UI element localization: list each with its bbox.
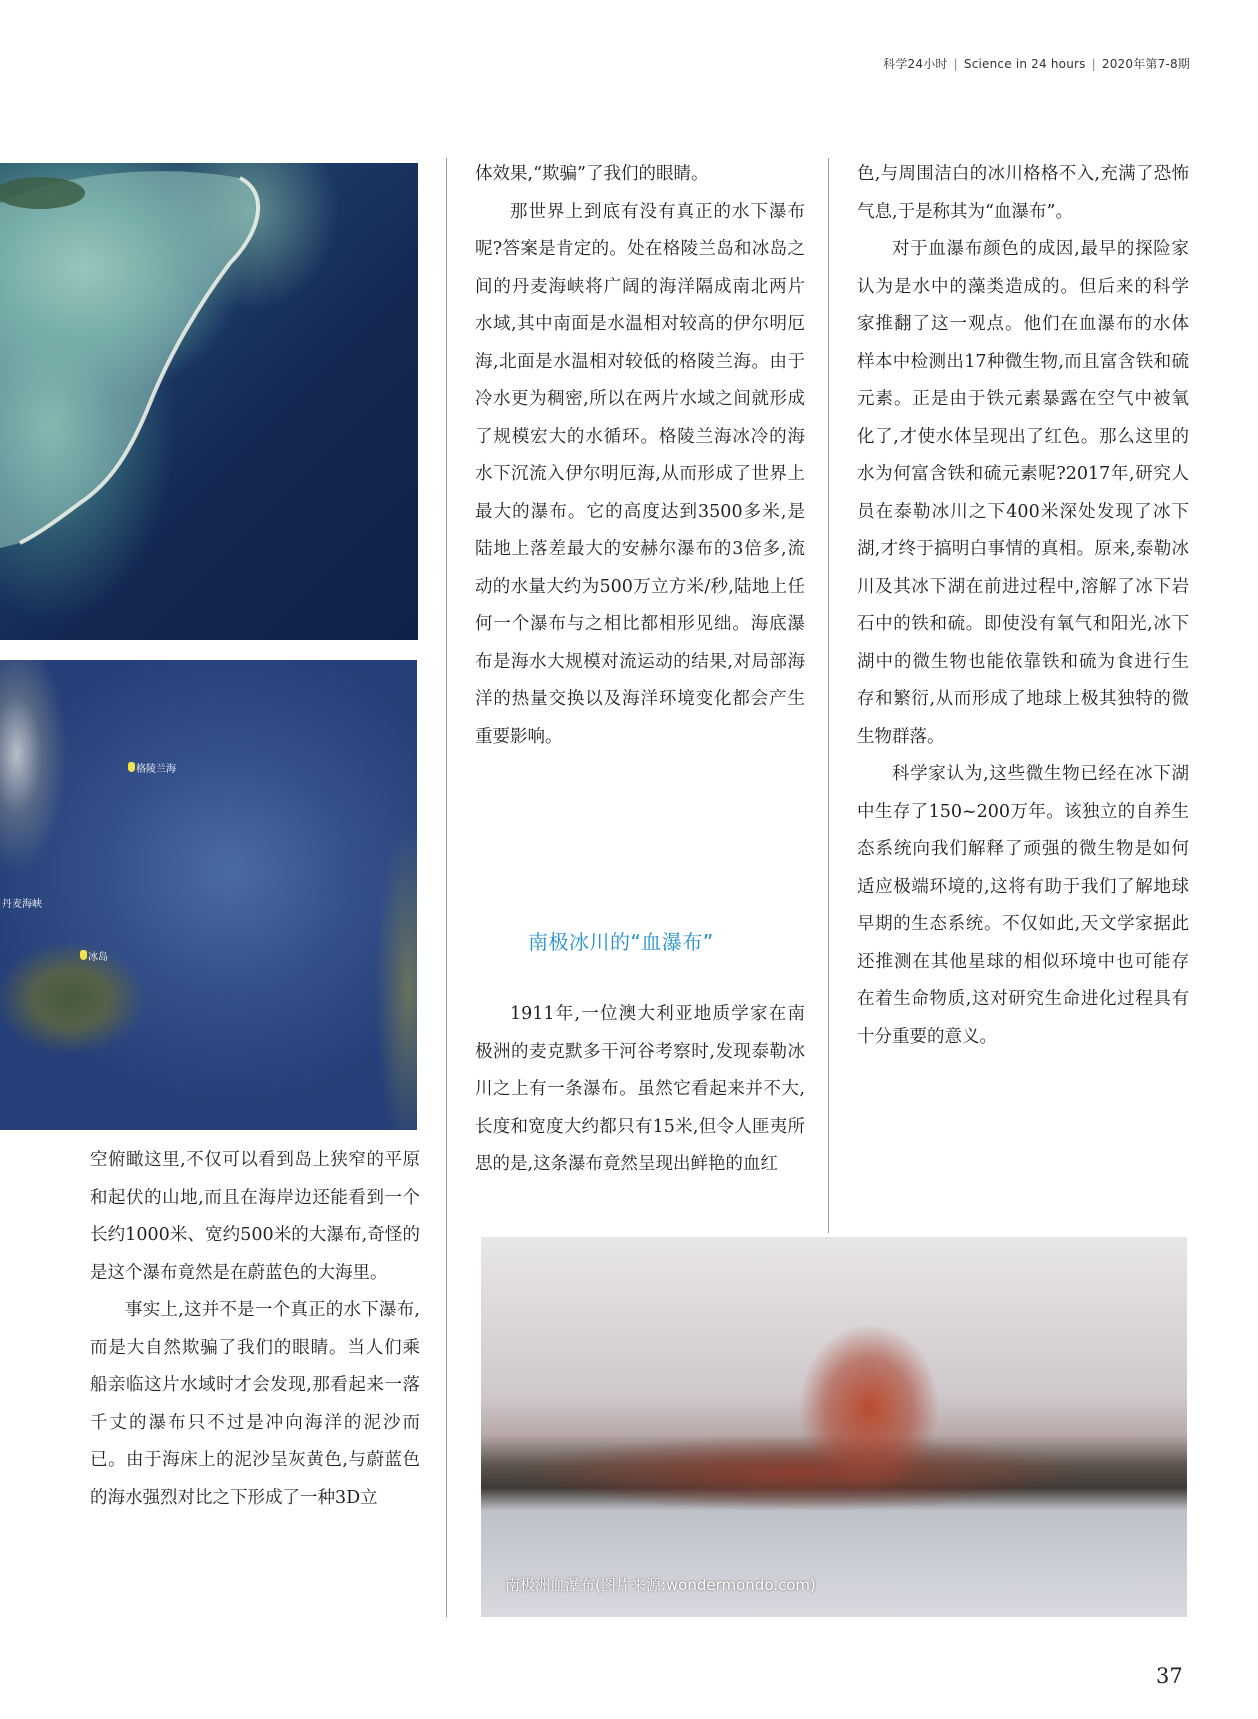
journal-name: 科学24小时	[883, 57, 948, 71]
text-column-middle-lower	[475, 996, 805, 1184]
text-column-left	[90, 1142, 420, 1517]
paragraph: 体效果,“欺骗”了我们的眼睛。	[475, 164, 709, 184]
blood-falls-photo	[481, 1237, 1187, 1617]
map-pin-icon	[128, 762, 135, 772]
atoll-reef-shape	[0, 163, 418, 640]
column-divider	[828, 158, 829, 1233]
map-pin-icon	[80, 950, 87, 960]
paragraph: 对于血瀑布颜色的成因,最早的探险家认为是水中的藻类造成的。但后来的科学家推翻了这一观点。他们在血瀑布的水体样本中检测出17种微生物,而且富含铁和硫元素。正是由于铁元素暴露在空气中被氧化了,才使水体呈现出了红色。那么这里的水为何富含铁和硫元素呢?2017年,研究人员在泰勒冰川之下400米深处发现了冰下湖,才终于搞明白事情的真相。原来,泰勒冰川及其冰下湖在前进过程中,溶解了冰下岩石中的铁和硫。即使没有氧气和阳光,冰下湖中的微生物也能依靠铁和硫为食进行生存和繁衍,从而形成了地球上极其独特的微生物群落。	[857, 239, 1189, 747]
text-column-right	[857, 156, 1189, 1056]
running-header	[883, 55, 1190, 72]
map-label-greenland-sea: 格陵兰海	[136, 764, 176, 775]
paragraph: 1911年,一位澳大利亚地质学家在南极洲的麦克默多干河谷考察时,发现泰勒冰川之上有一条瀑布。虽然它看起来并不大,长度和宽度大约都只有15米,但令人匪夷所思的是,这条瀑布竟然呈现出鲜艳的血红	[475, 1004, 805, 1174]
page-number: 37	[1156, 1664, 1183, 1688]
column-divider	[446, 158, 447, 1233]
header-separator: |	[1091, 57, 1096, 71]
paragraph: 事实上,这并不是一个真正的水下瀑布,而是大自然欺骗了我们的眼睛。当人们乘船亲临这片水域时才会发现,那看起来一落千丈的瀑布只不过是冲向海洋的泥沙而已。由于海床上的泥沙呈灰黄色,与蔚蓝色的海水强烈对比之下形成了一种3D立	[90, 1300, 420, 1508]
map-label-iceland: 冰岛	[88, 952, 108, 963]
paragraph: 科学家认为,这些微生物已经在冰下湖中生存了150~200万年。该独立的自养生态系统向我们解释了顽强的微生物是如何适应极端环境的,这将有助于我们了解地球早期的生态系统。不仅如此,天文学家据此还推测在其他星球的相似环境中也可能存在着生命物质,这对研究生命进化过程具有十分重要的意义。	[857, 764, 1189, 1047]
greenland-iceland-map	[0, 660, 417, 1130]
paragraph: 空俯瞰这里,不仅可以看到岛上狭窄的平原和起伏的山地,而且在海岸边还能看到一个长约1000米、宽约500米的大瀑布,奇怪的是这个瀑布竟然是在蔚蓝色的大海里。	[90, 1150, 420, 1283]
text-column-middle	[475, 156, 805, 756]
paragraph: 色,与周围洁白的冰川格格不入,充满了恐怖气息,于是称其为“血瀑布”。	[857, 164, 1189, 222]
header-separator: |	[953, 57, 958, 71]
paragraph: 那世界上到底有没有真正的水下瀑布呢?答案是肯定的。处在格陵兰岛和冰岛之间的丹麦海峡将广阔的海洋隔成南北两片水域,其中南面是水温相对较高的伊尔明厄海,北面是水温相对较低的格陵兰海。由于冷水更为稠密,所以在两片水域之间就形成了规模宏大的水循环。格陵兰海冰冷的海水下沉流入伊尔明厄海,从而形成了世界上最大的瀑布。它的高度达到3500多米,是陆地上落差最大的安赫尔瀑布的3倍多,流动的水量大约为500万立方米/秒,陆地上任何一个瀑布与之相比都相形见绌。海底瀑布是海水大规模对流运动的结果,对局部海洋的热量交换以及海洋环境变化都会产生重要影响。	[475, 201, 805, 747]
map-label-denmark-strait: 丹麦海峡	[2, 899, 42, 910]
journal-name-en: Science in 24 hours	[963, 57, 1086, 71]
atoll-satellite-image	[0, 163, 418, 640]
issue-number: 2020年第7-8期	[1101, 57, 1190, 71]
column-divider	[446, 1142, 447, 1617]
section-heading: 南极冰川的“血瀑布”	[528, 930, 714, 954]
photo-caption: 南极洲血瀑布(图片来源:wondermondo.com)	[505, 1576, 816, 1594]
